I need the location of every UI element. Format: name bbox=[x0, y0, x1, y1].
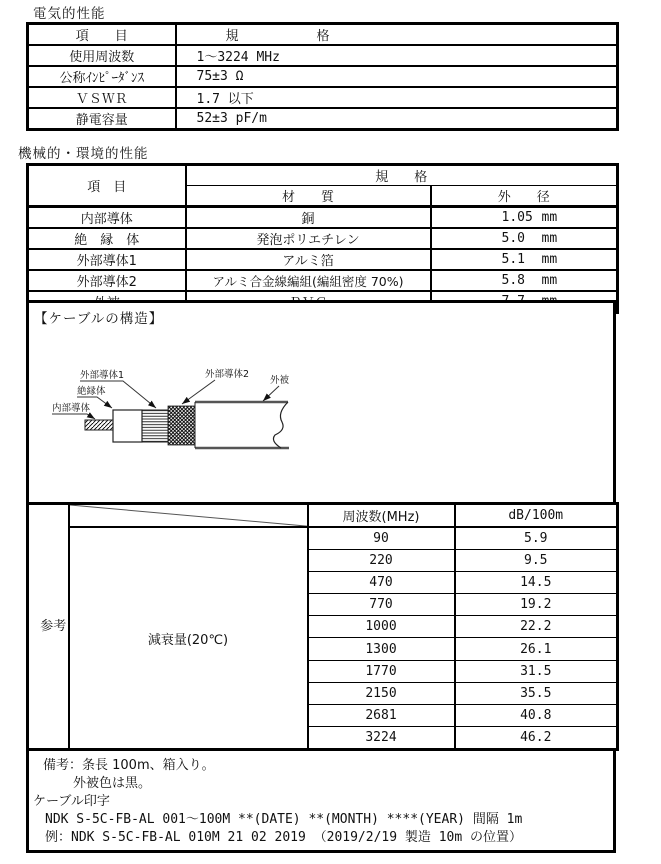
remarks-line-2: 外被色は黒。 bbox=[73, 776, 152, 791]
attenuation-value: 35.5 bbox=[455, 682, 618, 704]
mechanical-row-item: 内部導体 bbox=[28, 207, 186, 229]
electrical-row-spec: 52±3 pF/m bbox=[176, 108, 618, 130]
inner-conductor-shape bbox=[85, 420, 113, 430]
outer-conductor2-leader-arrow bbox=[182, 380, 215, 404]
cable-marking-example: 例：NDK S-5C-FB-AL 010M 21 02 2019 （2019/2/19 製造 10m の位置） bbox=[45, 830, 523, 845]
attenuation-value: 19.2 bbox=[455, 594, 618, 616]
electrical-row-item: 使用周波数 bbox=[28, 45, 176, 66]
electrical-row-spec: 75±3 Ω bbox=[176, 66, 618, 87]
diagonal-line bbox=[70, 505, 307, 526]
remarks-line-1: 備考：条長 100m、箱入り。 bbox=[43, 758, 215, 773]
mechanical-row-material: アルミ箔 bbox=[186, 249, 431, 270]
diagonal-header-cell bbox=[69, 504, 308, 528]
od-unit: mm bbox=[541, 210, 558, 225]
frequency-column-header: 周波数(MHz) bbox=[308, 504, 455, 528]
mechanical-header-od: 外 径 bbox=[431, 186, 618, 207]
table-header-row bbox=[28, 165, 618, 186]
reference-side-label-cell bbox=[28, 504, 69, 750]
table-header-row bbox=[28, 24, 618, 46]
attenuation-value: 26.1 bbox=[455, 638, 618, 660]
frequency-value: 1000 bbox=[308, 616, 455, 638]
frequency-value: 470 bbox=[308, 572, 455, 594]
reference-side-label: 参考 bbox=[40, 618, 67, 634]
attenuation-value: 46.2 bbox=[455, 726, 618, 749]
cable-structure-diagram bbox=[29, 303, 613, 499]
electrical-row-spec: 1～3224 MHz bbox=[176, 45, 618, 66]
table-row bbox=[28, 66, 618, 87]
mechanical-row-item: 外部導体1 bbox=[28, 249, 186, 270]
outer-conductor2-label: 外部導体2 bbox=[205, 369, 250, 380]
electrical-section-title: 電気的性能 bbox=[33, 6, 106, 22]
mechanical-row-od bbox=[431, 228, 618, 249]
electrical-row-item: ＶＳＷＲ bbox=[28, 87, 176, 108]
electrical-row-item: 静電容量 bbox=[28, 108, 176, 130]
mechanical-row-material: 銅 bbox=[186, 207, 431, 229]
sheath-label: 外被 bbox=[270, 375, 290, 386]
electrical-row-spec: 1.7 以下 bbox=[176, 87, 618, 108]
electrical-header-item: 項 目 bbox=[28, 24, 176, 46]
attenuation-row-label: 減衰量(20℃) bbox=[69, 527, 308, 749]
attenuation-value: 22.2 bbox=[455, 616, 618, 638]
od-value: 5.1 bbox=[501, 252, 525, 267]
electrical-header-spec: 規 格 bbox=[176, 24, 618, 46]
frequency-value: 1300 bbox=[308, 638, 455, 660]
insulation-shape bbox=[113, 410, 142, 442]
table-row bbox=[28, 108, 618, 130]
insulation-label: 絶縁体 bbox=[77, 386, 106, 397]
frequency-value: 2681 bbox=[308, 704, 455, 726]
mechanical-row-od bbox=[431, 207, 618, 229]
outer-conductor1-label: 外部導体1 bbox=[80, 370, 125, 381]
mechanical-row-od bbox=[431, 249, 618, 270]
frequency-value: 3224 bbox=[308, 726, 455, 749]
inner-conductor-leader-arrow bbox=[52, 414, 95, 419]
mechanical-row-material: 発泡ポリエチレン bbox=[186, 228, 431, 249]
attenuation-value: 9.5 bbox=[455, 550, 618, 572]
attenuation-value: 40.8 bbox=[455, 704, 618, 726]
table-header-row bbox=[28, 504, 618, 528]
frequency-value: 2150 bbox=[308, 682, 455, 704]
remarks-section bbox=[26, 748, 616, 853]
od-value: 1.05 bbox=[501, 210, 533, 225]
table-row bbox=[28, 45, 618, 66]
frequency-value: 90 bbox=[308, 527, 455, 550]
mechanical-header-item: 項 目 bbox=[28, 165, 186, 207]
od-value: 5.8 bbox=[501, 273, 525, 288]
mechanical-header-material: 材 質 bbox=[186, 186, 431, 207]
attenuation-value: 31.5 bbox=[455, 660, 618, 682]
cable-marking-title: ケーブル印字 bbox=[33, 794, 110, 809]
outer-conductor1-shape bbox=[142, 410, 168, 442]
attenuation-column-header: dB/100m bbox=[455, 504, 618, 528]
attenuation-value: 5.9 bbox=[455, 527, 618, 550]
table-row bbox=[28, 270, 618, 291]
mechanical-row-item: 絶 縁 体 bbox=[28, 228, 186, 249]
frequency-value: 1770 bbox=[308, 660, 455, 682]
mechanical-header-spec: 規 格 bbox=[186, 165, 618, 186]
cable-structure-title: 【ケーブルの構造】 bbox=[34, 311, 164, 327]
table-row bbox=[28, 87, 618, 108]
table-row bbox=[28, 527, 618, 550]
attenuation-table bbox=[26, 502, 619, 751]
frequency-value: 220 bbox=[308, 550, 455, 572]
sheath-shape bbox=[195, 402, 289, 448]
outer-conductor2-shape bbox=[168, 406, 195, 445]
mechanical-section-title: 機械的・環境的性能 bbox=[18, 146, 149, 162]
mechanical-table bbox=[26, 163, 619, 314]
mechanical-row-od bbox=[431, 270, 618, 291]
attenuation-value: 14.5 bbox=[455, 572, 618, 594]
electrical-table bbox=[26, 22, 619, 131]
table-row bbox=[28, 249, 618, 270]
sheath-leader-arrow bbox=[263, 386, 279, 401]
frequency-value: 770 bbox=[308, 594, 455, 616]
table-row bbox=[28, 228, 618, 249]
cable-structure-section bbox=[26, 300, 616, 505]
od-unit: mm bbox=[541, 231, 558, 246]
mechanical-row-material: アルミ合金線編組(編組密度 70%) bbox=[186, 270, 431, 291]
table-row bbox=[28, 207, 618, 229]
inner-conductor-label: 内部導体 bbox=[52, 403, 91, 414]
electrical-row-item: 公称ｲﾝﾋﾟｰﾀﾞﾝｽ bbox=[28, 66, 176, 87]
od-unit: mm bbox=[541, 273, 558, 288]
cable-marking-format: NDK S-5C-FB-AL 001～100M **(DATE) **(MONTH) ****(YEAR) 間隔 1m bbox=[45, 812, 523, 827]
mechanical-row-item: 外部導体2 bbox=[28, 270, 186, 291]
od-unit: mm bbox=[541, 252, 558, 267]
od-value: 5.0 bbox=[501, 231, 525, 246]
